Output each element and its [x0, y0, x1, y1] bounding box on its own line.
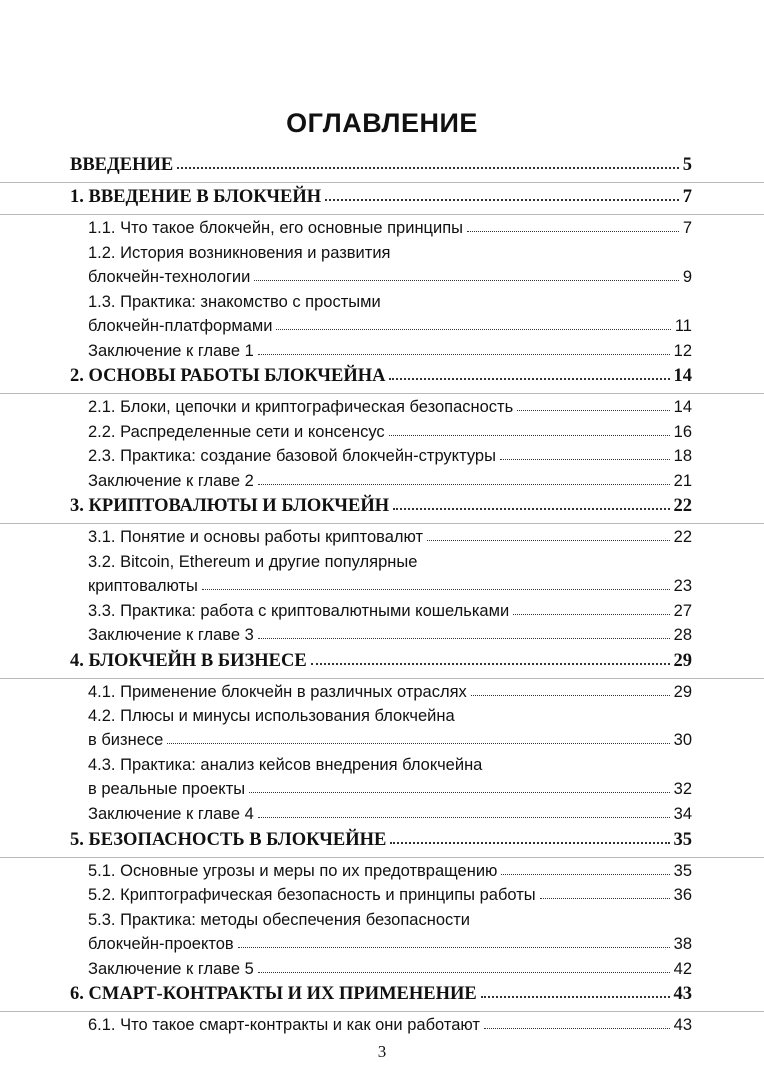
dot-leader	[177, 166, 679, 169]
toc-page-number: 34	[673, 805, 692, 823]
toc-section-entry	[0, 957, 764, 982]
toc-entry-title: 3. КРИПТОВАЛЮТЫ И БЛОКЧЕЙН	[70, 496, 390, 516]
toc-entry-title: 2.2. Распределенные сети и консенсус	[88, 422, 385, 441]
toc-chapter-entry	[0, 152, 764, 183]
toc-page-number: 32	[673, 780, 692, 798]
toc-entry-title: 2. ОСНОВЫ РАБОТЫ БЛОКЧЕЙНА	[70, 366, 386, 386]
toc-entry-title: 4.1. Применение блокчейн в различных отраслях	[88, 682, 467, 701]
dot-leader	[258, 483, 670, 485]
toc-section-entry	[0, 550, 764, 599]
toc-section-entry	[0, 395, 764, 420]
toc-section-entry	[0, 290, 764, 339]
dot-leader	[258, 816, 670, 818]
toc-page-number: 23	[673, 576, 692, 595]
dot-leader	[167, 742, 669, 744]
toc-section-entry	[0, 753, 764, 802]
toc-page-number: 9	[682, 267, 692, 286]
toc-entry-title: 4.2. Плюсы и минусы использования блокчейна	[88, 707, 455, 725]
dot-leader	[389, 377, 669, 380]
toc-entry-title: 3.1. Понятие и основы работы криптовалют	[88, 528, 424, 546]
toc-page-number: 16	[673, 422, 692, 441]
toc-entry-title: блокчейн-платформами	[88, 316, 273, 335]
toc-page-number: 7	[682, 219, 692, 237]
dot-leader	[276, 328, 670, 330]
toc-entry-title: 2.3. Практика: создание базовой блокчейн-структуры	[88, 447, 496, 465]
toc-entry-title: 1. ВВЕДЕНИЕ В БЛОКЧЕЙН	[70, 187, 322, 207]
toc-page-number: 7	[682, 187, 692, 207]
toc-entry-title: 2.1. Блоки, цепочки и криптографическая безопасность	[88, 398, 514, 416]
toc-chapter-entry	[0, 827, 764, 858]
toc-entry-title: в реальные проекты	[88, 780, 246, 798]
toc-section-entry	[0, 680, 764, 705]
toc-entry-title: Заключение к главе 5	[88, 959, 254, 978]
toc-page-number: 43	[673, 1016, 692, 1034]
toc-section-entry	[0, 802, 764, 827]
dot-leader	[481, 995, 670, 998]
toc-section-entry	[0, 1013, 764, 1038]
toc-section-entry	[0, 704, 764, 753]
dot-leader	[517, 409, 669, 411]
toc-entry-title: 6.1. Что такое смарт-контракты и как они работают	[88, 1016, 480, 1034]
dot-leader	[254, 279, 678, 281]
toc-entry-title: 3.2. Bitcoin, Ethereum и другие популярные	[88, 552, 418, 571]
toc-entry-title: 5.3. Практика: методы обеспечения безопасности	[88, 910, 471, 929]
toc-page-number: 22	[673, 528, 692, 546]
toc-page-number: 35	[673, 861, 692, 880]
toc-section-entry	[0, 599, 764, 624]
toc-section-entry	[0, 216, 764, 241]
dot-leader	[258, 971, 670, 973]
toc-page-number: 22	[673, 496, 692, 516]
toc-page-number: 29	[673, 682, 692, 701]
dot-leader	[249, 791, 670, 793]
dot-leader	[393, 507, 669, 510]
toc-entry-title: 6. СМАРТ-КОНТРАКТЫ И ИХ ПРИМЕНЕНИЕ	[70, 984, 477, 1004]
toc-page-number: 30	[673, 731, 692, 749]
toc-section-entry	[0, 623, 764, 648]
dot-leader	[540, 897, 670, 899]
dot-leader	[258, 353, 670, 355]
toc-entry-title: в бизнесе	[88, 731, 164, 749]
toc-entry-title: блокчейн-проектов	[88, 934, 234, 953]
toc-page-number: 28	[673, 626, 692, 644]
dot-leader	[238, 946, 670, 948]
dot-leader	[500, 458, 670, 460]
toc-page-number: 38	[673, 934, 692, 953]
toc-page-number: 43	[673, 984, 692, 1004]
dot-leader	[484, 1027, 670, 1029]
toc-entry-title: Заключение к главе 1	[88, 341, 254, 360]
toc-page-number: 29	[673, 650, 692, 671]
toc-page-number: 11	[674, 316, 692, 335]
dot-leader	[389, 434, 670, 436]
toc-entry-title: 5. БЕЗОПАСНОСТЬ В БЛОКЧЕЙНЕ	[70, 829, 387, 850]
dot-leader	[325, 198, 679, 201]
toc-page-number: 18	[673, 447, 692, 465]
toc-entry-title: ВВЕДЕНИЕ	[70, 155, 174, 175]
toc-chapter-entry	[0, 184, 764, 215]
toc-entry-title: 5.1. Основные угрозы и меры по их предотвращению	[88, 861, 498, 880]
toc-entry-title: 4. БЛОКЧЕЙН В БИЗНЕСЕ	[70, 650, 307, 671]
toc-entry-title: 1.2. История возникновения и развития	[88, 243, 391, 262]
toc-section-entry	[0, 883, 764, 908]
toc-entry-title: Заключение к главе 3	[88, 626, 254, 644]
toc-entry-title: 5.2. Криптографическая безопасность и принципы работы	[88, 886, 536, 904]
page-number: 3	[377, 1042, 387, 1061]
toc-section-entry	[0, 859, 764, 884]
dot-leader	[427, 539, 670, 541]
dot-leader	[467, 230, 679, 232]
dot-leader	[258, 637, 670, 639]
toc-entry-title: криптовалюты	[88, 576, 198, 595]
page-title: ОГЛАВЛЕНИЕ	[286, 108, 478, 138]
toc-section-entry	[0, 444, 764, 469]
toc-section-entry	[0, 908, 764, 957]
dot-leader	[471, 694, 670, 696]
dot-leader	[513, 613, 669, 615]
dot-leader	[501, 873, 669, 875]
toc-section-entry	[0, 420, 764, 445]
toc-section-entry	[0, 339, 764, 364]
toc-entry-title: 3.3. Практика: работа с криптовалютными кошельками	[88, 601, 510, 620]
toc-page-number: 36	[673, 886, 692, 904]
toc-entry-title: Заключение к главе 2	[88, 471, 254, 490]
toc-page-number: 12	[673, 341, 692, 360]
toc-section-entry	[0, 469, 764, 494]
toc-chapter-entry	[0, 648, 764, 679]
toc-page-number: 21	[673, 471, 692, 490]
toc-page-number: 35	[673, 829, 692, 850]
toc-section-entry	[0, 241, 764, 290]
toc-entry-title: блокчейн-технологии	[88, 267, 251, 286]
toc-entry-title: 1.1. Что такое блокчейн, его основные принципы	[88, 219, 464, 237]
toc-chapter-entry	[0, 363, 764, 394]
toc-entry-title: Заключение к главе 4	[88, 805, 254, 823]
dot-leader	[202, 588, 670, 590]
toc-page-number: 27	[673, 601, 692, 620]
toc-page-number: 5	[682, 155, 692, 175]
toc-page-number: 42	[673, 959, 692, 978]
toc-entry-title: 1.3. Практика: знакомство с простыми	[88, 292, 381, 311]
toc-page-number: 14	[673, 398, 692, 416]
toc-chapter-entry	[0, 981, 764, 1012]
toc-chapter-entry	[0, 493, 764, 524]
dot-leader	[311, 662, 670, 665]
toc-page-number: 14	[673, 366, 692, 386]
toc-section-entry	[0, 525, 764, 550]
toc-entry-title: 4.3. Практика: анализ кейсов внедрения блокчейна	[88, 756, 483, 774]
dot-leader	[390, 841, 669, 844]
